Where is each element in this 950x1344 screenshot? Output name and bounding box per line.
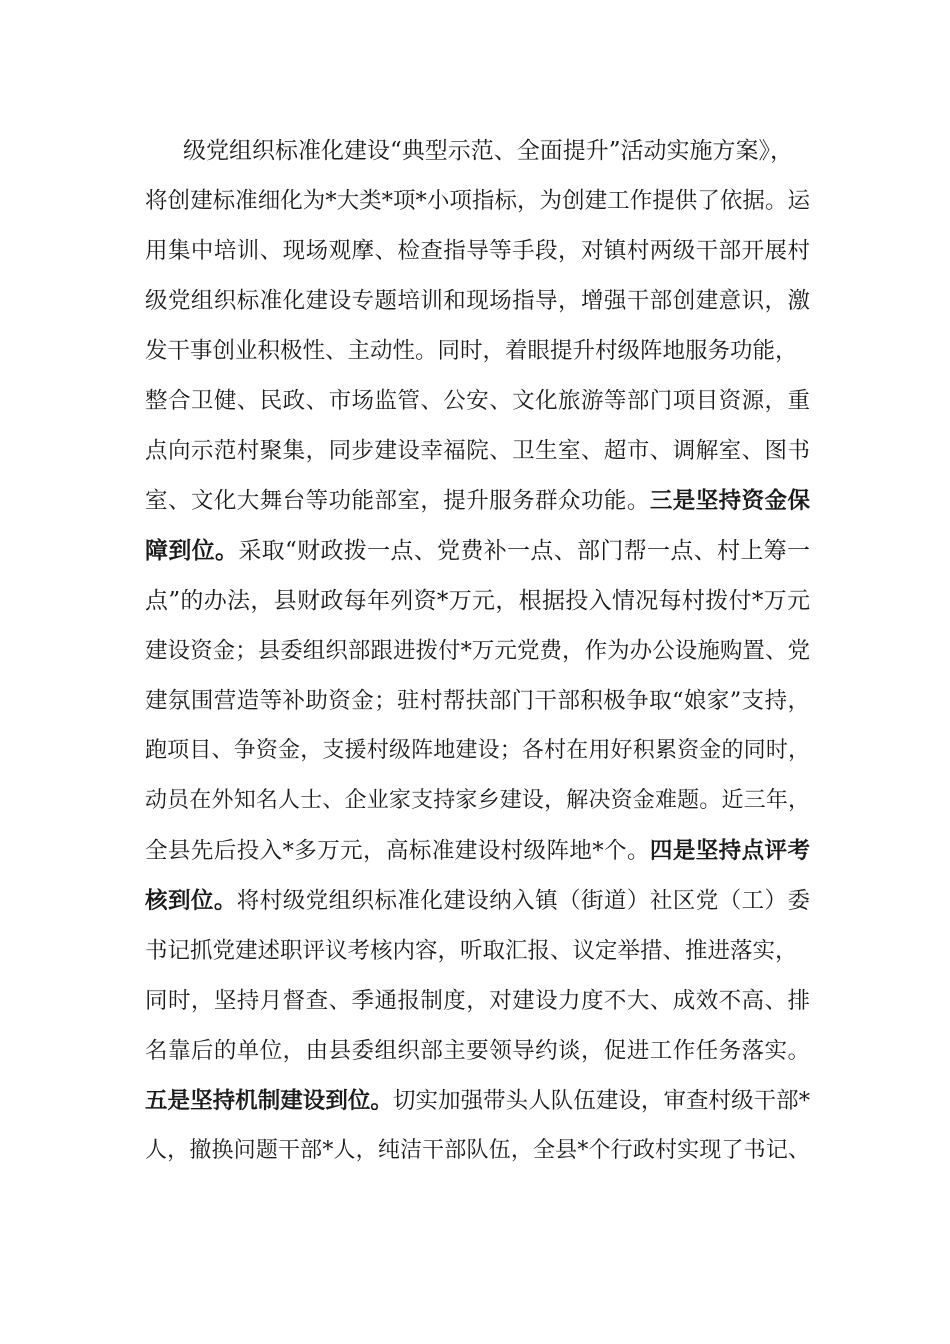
- text-line: [145, 1076, 810, 1126]
- text-segment: 动员在外知名人士、企业家支持家乡建设，解决资金难题。近三年，: [145, 788, 810, 813]
- text-segment: 人，撤换问题干部*人，纯洁干部队伍，全县*个行政村实现了书记、: [145, 1138, 810, 1163]
- text-line: [145, 276, 810, 326]
- text-segment: 发干事创业积极性、主动性。同时，着眼提升村级阵地服务功能，: [145, 338, 798, 364]
- text-line: [145, 526, 810, 576]
- text-line: [145, 676, 810, 726]
- text-segment: 采取“财政拨一点、党费补一点、部门帮一点、村上筹一: [238, 538, 810, 564]
- text-line: [145, 226, 810, 276]
- text-line: [145, 876, 810, 926]
- text-segment: 切实加强带头人队伍建设，审查村级干部*: [392, 1088, 810, 1114]
- text-line: [145, 926, 810, 976]
- text-line: [145, 426, 810, 476]
- text-segment: 级党组织标准化建设专题培训和现场指导，增强干部创建意识，激: [145, 288, 810, 314]
- text-line: [145, 176, 810, 226]
- text-line: [145, 1026, 810, 1076]
- text-line: [145, 376, 810, 426]
- section-heading-5: 五是坚持机制建设到位。: [145, 1088, 393, 1114]
- text-segment: 点”的办法，县财政每年列资*万元，根据投入情况每村拨付*万元: [145, 588, 810, 614]
- text-line: [145, 826, 810, 876]
- section-heading-4: 四是坚持点评考: [649, 838, 810, 864]
- text-segment: 将村级党组织标准化建设纳入镇（街道）社区党（工）委: [236, 888, 810, 914]
- text-segment: 同时，坚持月督查、季通报制度，对建设力度不大、成效不高、排: [145, 988, 810, 1014]
- text-segment: 跑项目、争资金，支援村级阵地建设；各村在用好积累资金的同时，: [145, 738, 810, 763]
- text-line: [145, 126, 810, 176]
- section-heading-3-cont: 障到位。: [145, 537, 239, 564]
- text-segment: 将创建标准细化为*大类*项*小项指标，为创建工作提供了依据。运: [145, 188, 810, 214]
- section-heading-3: 三是坚持资金保: [649, 488, 810, 514]
- text-segment: 整合卫健、民政、市场监管、公安、文化旅游等部门项目资源，重: [145, 388, 810, 414]
- text-line: [145, 576, 810, 626]
- text-line: [145, 976, 810, 1026]
- text-segment: 建氛围营造等补助资金；驻村帮扶部门干部积极争取“娘家”支持，: [145, 688, 810, 714]
- text-line: [145, 626, 810, 676]
- text-segment: 级党组织标准化建设“典型示范、全面提升”活动实施方案》，: [183, 138, 794, 164]
- text-segment: 用集中培训、现场观摩、检查指导等手段，对镇村两级干部开展村: [145, 238, 810, 264]
- text-segment: 名靠后的单位，由县委组织部主要领导约谈，促进工作任务落实。: [145, 1038, 810, 1064]
- body-text: [145, 126, 810, 1176]
- text-segment: 全县先后投入*多万元，高标准建设村级阵地*个。: [145, 838, 650, 864]
- text-line: [145, 326, 810, 376]
- text-line: [145, 776, 810, 826]
- text-segment: 室、文化大舞台等功能部室，提升服务群众功能。: [145, 488, 650, 514]
- text-line: [145, 726, 810, 776]
- text-line: [145, 1126, 810, 1176]
- text-segment: 建设资金；县委组织部跟进拨付*万元党费，作为办公设施购置、党: [145, 638, 810, 664]
- section-heading-4-cont: 核到位。: [145, 888, 237, 914]
- text-segment: 点向示范村聚集，同步建设幸福院、卫生室、超市、调解室、图书: [145, 438, 810, 464]
- text-segment: 书记抓党建述职评议考核内容，听取汇报、议定举措、推进落实，: [145, 938, 798, 964]
- text-line: [145, 476, 810, 526]
